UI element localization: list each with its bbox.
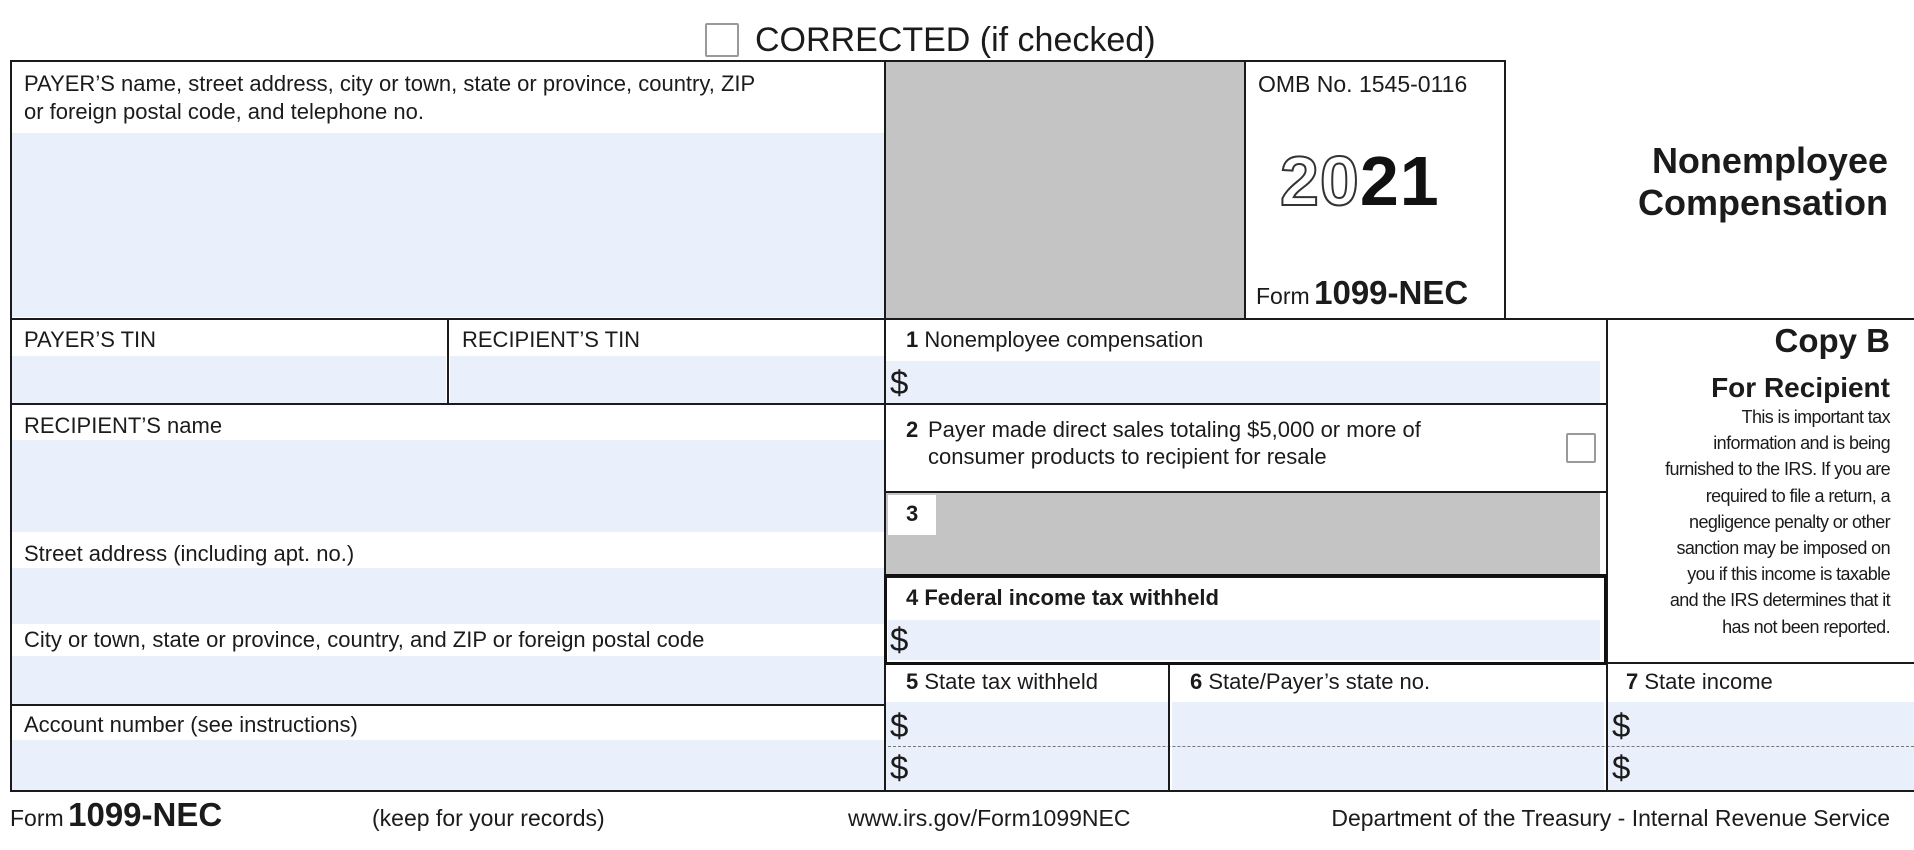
- notice-text: [1665, 404, 1890, 640]
- box6-text: State/Payer’s state no.: [1208, 669, 1431, 694]
- box2-line1: Payer made direct sales totaling $5,000 or more of: [928, 417, 1421, 442]
- form-name-header: [1256, 274, 1468, 312]
- payer-label-line1: PAYER’S name, street address, city or town, state or province, country, ZIP: [24, 71, 756, 96]
- box1-text: Nonemployee compensation: [924, 327, 1204, 352]
- form-number-header: 1099-NEC: [1314, 274, 1469, 311]
- for-recipient-label: For Recipient: [1711, 372, 1890, 403]
- rule-payer-bottom: [12, 318, 1506, 320]
- city-label: City or town, state or province, country, and ZIP or foreign postal code: [24, 627, 705, 652]
- title-line2: Compensation: [1637, 182, 1888, 223]
- box5-number: 5: [906, 669, 919, 694]
- box6-label: [1190, 668, 1430, 696]
- payer-tin-input[interactable]: [12, 356, 446, 403]
- rule-left: [10, 60, 12, 792]
- notice-line: you if this income is taxable: [1687, 564, 1890, 585]
- box1-label: [906, 326, 1203, 354]
- rule-copyb-left: [1606, 318, 1608, 792]
- notice-line: required to file a return, a: [1705, 485, 1890, 506]
- footer-form-name: [10, 796, 222, 834]
- recipient-name-input[interactable]: [12, 440, 884, 532]
- rule-account-top: [12, 704, 884, 706]
- copy-b-label: Copy B: [1774, 322, 1890, 359]
- rule-state-dash: [888, 746, 1914, 747]
- box4-dollar: $: [890, 621, 909, 658]
- payer-name-input-area[interactable]: [12, 133, 884, 317]
- tax-year-outline: 20: [1280, 142, 1360, 220]
- rule-top: [12, 60, 1506, 62]
- footer-url[interactable]: www.irs.gov/Form1099NEC: [848, 805, 1131, 831]
- rule-box2-bottom: [884, 491, 1606, 493]
- form-prefix-header: Form: [1256, 283, 1310, 309]
- footer-keep: (keep for your records): [372, 805, 605, 831]
- footer-form-prefix: Form: [10, 805, 64, 831]
- box6-number: 6: [1190, 669, 1203, 694]
- box7-text: State income: [1644, 669, 1773, 694]
- rule-box5-right: [1168, 662, 1170, 792]
- box5-dollar-2: $: [890, 749, 909, 786]
- box2-line2: consumer products to recipient for resale: [928, 444, 1327, 469]
- rule-box1-bottom: [884, 403, 1606, 405]
- payer-label-line2: or foreign postal code, and telephone no.: [24, 99, 424, 124]
- box7-dollar-2: $: [1612, 749, 1631, 786]
- footer-department: Department of the Treasury - Internal Revenue Service: [1331, 805, 1890, 831]
- box5-label: [906, 668, 1098, 696]
- box1-input[interactable]: [886, 361, 1600, 403]
- payer-tin-label: PAYER’S TIN: [24, 327, 157, 352]
- notice-line: information and is being: [1713, 433, 1890, 454]
- box1-dollar: $: [890, 364, 909, 401]
- notice-line: furnished to the IRS. If you are: [1665, 459, 1890, 480]
- box7-number: 7: [1626, 669, 1639, 694]
- tax-year-solid: 21: [1359, 142, 1440, 220]
- rule-tin-divider: [447, 318, 449, 405]
- box1-number: 1: [906, 327, 919, 352]
- street-address-label: Street address (including apt. no.): [24, 541, 355, 566]
- corrected-label: CORRECTED (if checked): [755, 21, 1156, 59]
- recipient-name-label: RECIPIENT’S name: [24, 413, 223, 438]
- recipient-tin-label: RECIPIENT’S TIN: [462, 327, 641, 352]
- box5-dollar-1: $: [890, 707, 909, 744]
- box2-number: 2: [906, 417, 919, 442]
- notice-line: and the IRS determines that it: [1669, 590, 1890, 611]
- corrected-checkbox[interactable]: [705, 23, 739, 57]
- account-number-input[interactable]: [12, 740, 884, 790]
- notice-line: negligence penalty or other: [1689, 511, 1890, 532]
- shaded-area-top: [886, 62, 1244, 319]
- notice-line: has not been reported.: [1722, 616, 1890, 637]
- footer-form-number: 1099-NEC: [68, 796, 223, 833]
- omb-number: OMB No. 1545-0116: [1258, 71, 1468, 97]
- box7-label: [1626, 668, 1773, 696]
- tax-year: [1280, 143, 1440, 219]
- box3-number: 3: [906, 501, 919, 526]
- box7-dollar-1: $: [1612, 707, 1631, 744]
- street-address-input[interactable]: [12, 568, 884, 624]
- rule-col-middle: [884, 60, 886, 792]
- recipient-tin-input[interactable]: [450, 356, 884, 403]
- notice-line: sanction may be imposed on: [1676, 538, 1890, 559]
- rule-omb-right: [1504, 60, 1506, 318]
- rule-omb-left: [1244, 60, 1246, 318]
- box5-text: State tax withheld: [924, 669, 1099, 694]
- city-input[interactable]: [12, 656, 884, 704]
- notice-line: This is important tax: [1741, 407, 1890, 427]
- account-number-label: Account number (see instructions): [24, 712, 358, 737]
- box4-label: 4 Federal income tax withheld: [906, 585, 1219, 610]
- rule-copyb-top: [1504, 318, 1914, 320]
- title-line1: Nonemployee: [1651, 140, 1888, 181]
- form-title: [1638, 140, 1888, 224]
- box3-shaded: [886, 493, 1600, 575]
- box2-checkbox[interactable]: [1566, 433, 1596, 463]
- rule-bottom: [12, 790, 1914, 792]
